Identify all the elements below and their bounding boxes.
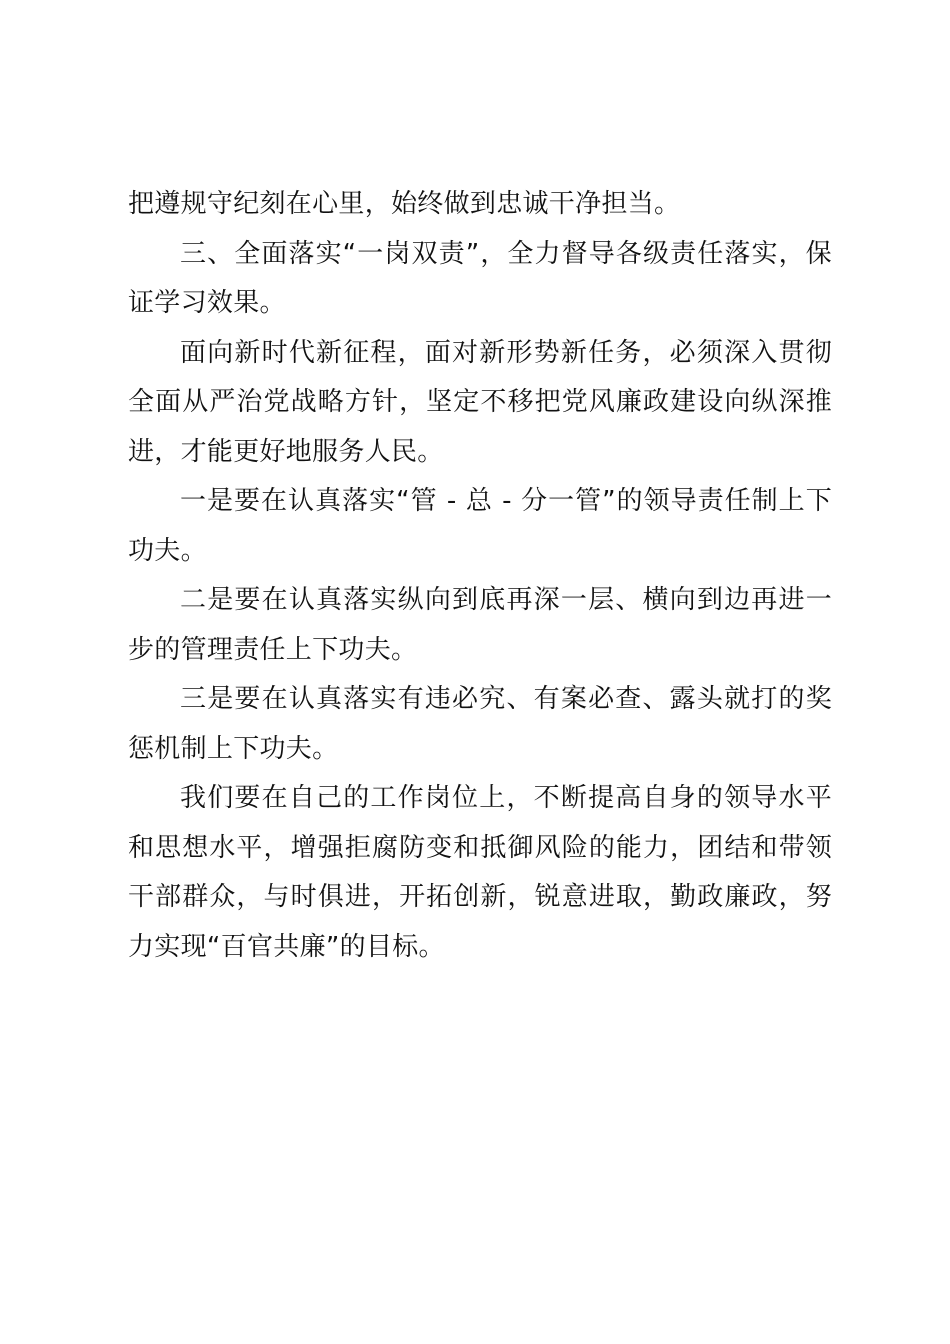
- paragraph-point-one: 一是要在认真落实“管 - 总 - 分一管”的领导责任制上下功夫。: [128, 486, 832, 566]
- paragraph-continuation: 把遵规守纪刻在心里，始终做到忠诚干净担当。: [128, 189, 681, 219]
- document-body: [128, 180, 832, 972]
- paragraph-point-three: 三是要在认真落实有违必究、有案必查、露头就打的奖惩机制上下功夫。: [128, 684, 832, 764]
- paragraph-conclusion: 我们要在自己的工作岗位上，不断提高自身的领导水平和思想水平，增强拒腐防变和抵御风险的能力，团结和带领干部群众，与时俱进，开拓创新，锐意进取，勤政廉政，努力实现“百官共廉”的目标。: [128, 783, 832, 962]
- paragraph-point-two: 二是要在认真落实纵向到底再深一层、横向到边再进一步的管理责任上下功夫。: [128, 585, 832, 665]
- paragraph-intro: 面向新时代新征程，面对新形势新任务，必须深入贯彻全面从严治党战略方针，坚定不移把党风廉政建设向纵深推进，才能更好地服务人民。: [128, 337, 832, 467]
- section-heading-three: 三、全面落实“一岗双责”，全力督导各级责任落实，保证学习效果。: [128, 238, 832, 318]
